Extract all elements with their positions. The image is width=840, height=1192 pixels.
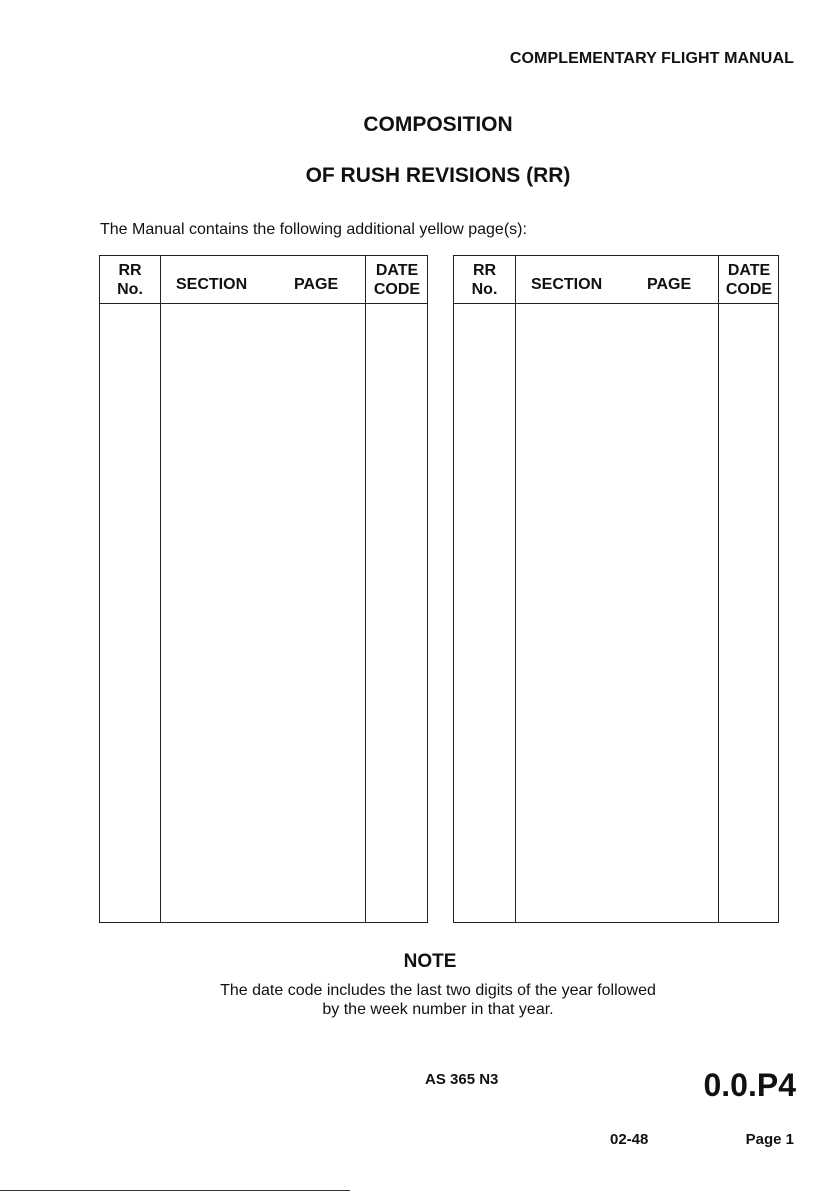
date-header-line-1: DATE [375, 262, 419, 279]
intro-text: The Manual contains the following additional yellow page(s): [100, 221, 527, 238]
page-title-line-2: OF RUSH REVISIONS (RR) [305, 164, 571, 187]
header-divider [100, 303, 427, 304]
column-divider [718, 256, 719, 922]
rr-header-line-1: RR [118, 262, 142, 279]
document-number: 0.0.P4 [703, 1067, 796, 1103]
date-header-line-2: CODE [725, 281, 773, 298]
note-line-2: by the week number in that year. [322, 1001, 554, 1018]
section-header: SECTION [531, 276, 603, 293]
column-divider [365, 256, 366, 922]
rush-revision-table-right [453, 255, 779, 923]
section-header: SECTION [176, 276, 248, 293]
note-text [0, 981, 840, 1019]
date-header-line-1: DATE [727, 262, 771, 279]
manual-title: COMPLEMENTARY FLIGHT MANUAL [509, 50, 794, 67]
date-code-header [365, 261, 429, 299]
rr-header-line-2: No. [117, 281, 143, 298]
revision-date-code: 02-48 [610, 1131, 649, 1148]
page-header: PAGE [647, 276, 692, 293]
rr-header-line-1: RR [472, 262, 497, 279]
page-header: PAGE [294, 276, 339, 293]
date-header-line-2: CODE [373, 281, 421, 298]
bottom-rule [0, 1190, 350, 1191]
rr-no-header [454, 261, 515, 299]
header-divider [454, 303, 778, 304]
page-title-line-1: COMPOSITION [363, 113, 513, 136]
column-divider [160, 256, 161, 922]
date-code-header [718, 261, 780, 299]
column-divider [515, 256, 516, 922]
page-number: Page 1 [745, 1131, 794, 1148]
aircraft-model: AS 365 N3 [425, 1071, 499, 1088]
rr-header-line-2: No. [471, 281, 498, 298]
rush-revision-table-left [99, 255, 428, 923]
note-line-1: The date code includes the last two digits of the year followed [220, 982, 656, 999]
note-title: NOTE [403, 951, 457, 972]
rr-no-header [100, 261, 160, 299]
